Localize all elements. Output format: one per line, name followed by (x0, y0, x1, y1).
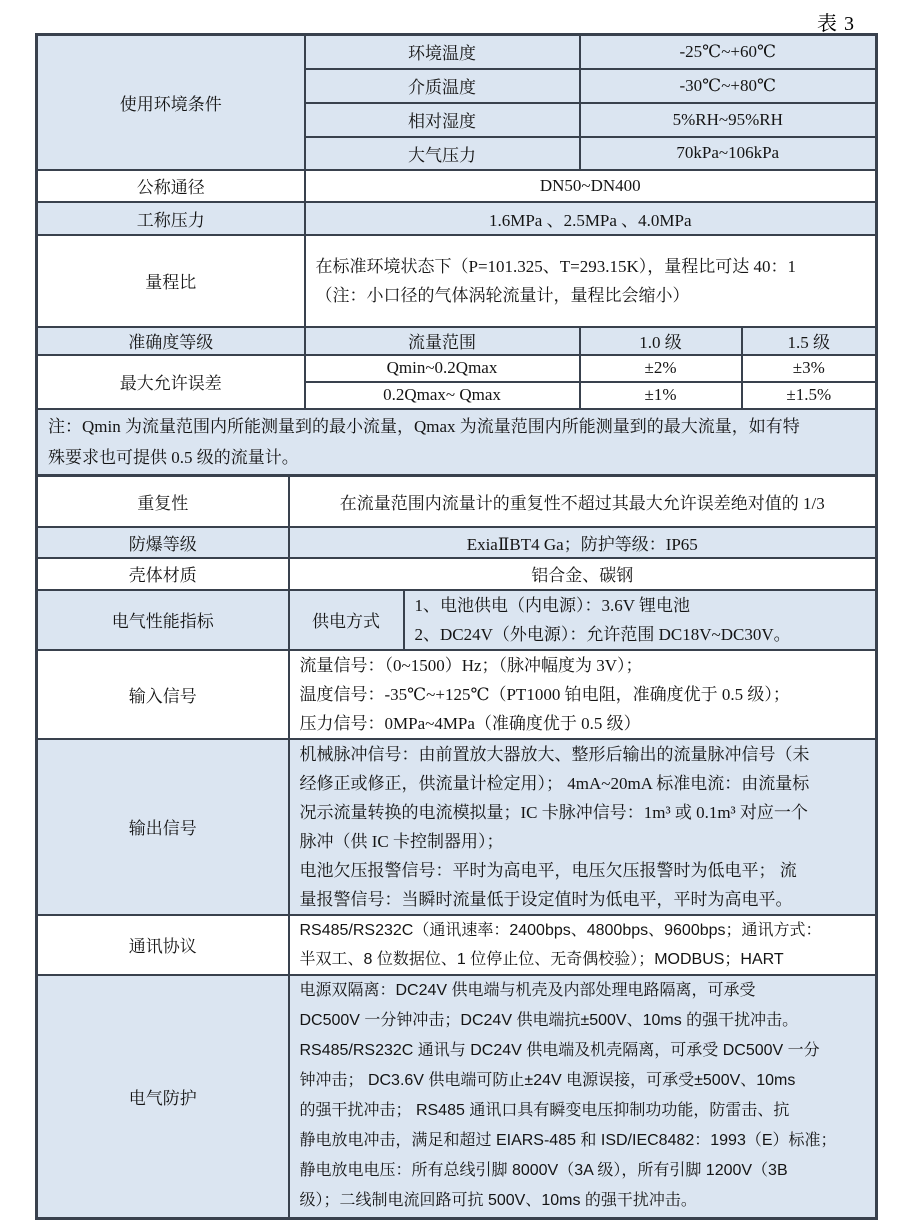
pressure-name: 大气压力 (305, 137, 580, 170)
table-row (37, 476, 877, 527)
table-row (37, 202, 877, 235)
ambient-temp-value: -25℃~+60℃ (580, 35, 877, 69)
turndown-ratio-value (305, 235, 877, 327)
table-row (37, 558, 877, 590)
electrical-protection-line: 的强干扰冲击； RS485 通讯口具有瞬变电压抑制功功能，防雷击、抗 (299, 1102, 790, 1120)
turndown-ratio-line: 在标准环境状态下（P=101.325、T=293.15K），量程比可达 40：1 (315, 256, 797, 276)
footnote-line: 注：Qmin 为流量范围内所能测量到的最小流量，Qmax 为流量范围内所能测量到的最大流量，如有特 (48, 416, 800, 436)
electrical-protection-line: 电源双隔离：DC24V 供电端与机壳及内部处理电路隔离，可承受 (299, 982, 756, 1000)
output-signal-line: 况示流量转换的电流模拟量；IC 卡脉冲信号：1m³ 或 0.1m³ 对应一个 (299, 802, 808, 822)
table-row (37, 409, 877, 476)
error-range-high: 0.2Qmax~ Qmax (305, 382, 580, 409)
output-signal-line: 脉冲（供 IC 卡控制器用）； (299, 831, 504, 851)
electrical-protection-line: DC500V 一分钟冲击；DC24V 供电端抗±500V、10ms 的强干扰冲击。 (299, 1012, 799, 1030)
table-row (37, 915, 877, 975)
error-high-grade10: ±1% (580, 382, 742, 409)
spec-table-upper (35, 33, 878, 477)
input-signal-value (289, 650, 877, 739)
power-supply-line: 2、DC24V（外电源）：允许范围 DC18V~DC30V。 (414, 624, 791, 644)
output-signal-line: 经修正或修正，供流量计检定用）； 4mA~20mA 标准电流：由流量标 (299, 773, 810, 793)
power-supply-line: 1、电池供电（内电源）：3.6V 锂电池 (414, 595, 690, 615)
explosion-proof-label: 防爆等级 (37, 527, 289, 558)
electrical-protection-line: 级）；二线制电流回路可抗 500V、10ms 的强干扰冲击。 (299, 1192, 697, 1210)
output-signal-line: 电池欠压报警信号：平时为高电平，电压欠压报警时为低电平； 流 (299, 860, 797, 880)
grade-1-0-header: 1.0 级 (580, 327, 742, 355)
input-signal-line: 温度信号：-35℃~+125℃（PT1000 铂电阻，准确度优于 0.5 级）； (299, 684, 790, 704)
table-row (37, 327, 877, 355)
comm-protocol-line: RS485/RS232C（通讯速率：2400bps、4800bps、9600bps；通讯方式： (299, 921, 822, 939)
input-signal-line: 压力信号：0MPa~4MPa（准确度优于 0.5 级） (299, 713, 641, 733)
electrical-performance-label: 电气性能指标 (37, 590, 289, 650)
table-row (37, 235, 877, 327)
footnote-cell (37, 409, 877, 476)
grade-1-5-header: 1.5 级 (742, 327, 877, 355)
output-signal-line: 机械脉冲信号：由前置放大器放大、整形后输出的流量脉冲信号（未 (299, 744, 810, 764)
nominal-pressure-label: 工称压力 (37, 202, 305, 235)
turndown-ratio-label: 量程比 (37, 235, 305, 327)
electrical-protection-line: 静电放电冲击，满足和超过 EIARS-485 和 ISD/IEC8482：1993（E）标准； (299, 1132, 837, 1150)
housing-material-label: 壳体材质 (37, 558, 289, 590)
comm-protocol-line: 半双工、8 位数据位、1 位停止位、无奇偶校验）；MODBUS；HART (299, 950, 784, 968)
electrical-protection-line: RS485/RS232C 通讯与 DC24V 供电端及机壳隔离，可承受 DC500V 一分 (299, 1042, 820, 1060)
error-range-low: Qmin~0.2Qmax (305, 355, 580, 382)
table-row (37, 650, 877, 739)
nominal-diameter-label: 公称通径 (37, 170, 305, 202)
pressure-value: 70kPa~106kPa (580, 137, 877, 170)
comm-protocol-value (289, 915, 877, 975)
power-supply-value (404, 590, 877, 650)
flow-range-header: 流量范围 (305, 327, 580, 355)
input-signal-line: 流量信号：（0~1500）Hz；（脉冲幅度为 3V）； (299, 655, 643, 675)
repeatability-label: 重复性 (37, 476, 289, 527)
error-high-grade15: ±1.5% (742, 382, 877, 409)
nominal-pressure-value: 1.6MPa 、2.5MPa 、4.0MPa (305, 202, 877, 235)
table-row (37, 590, 877, 650)
max-error-label: 最大允许误差 (37, 355, 305, 409)
footnote-line: 殊要求也可提供 0.5 级的流量计。 (48, 447, 299, 467)
accuracy-class-label: 准确度等级 (37, 327, 305, 355)
table-row (37, 739, 877, 915)
humidity-value: 5%RH~95%RH (580, 103, 877, 137)
spec-table-lower (35, 474, 878, 1220)
table-row (37, 170, 877, 202)
env-conditions-label: 使用环境条件 (37, 35, 305, 170)
electrical-protection-line: 钟冲击； DC3.6V 供电端可防止±24V 电源误接，可承受±500V、10ms (299, 1072, 796, 1090)
electrical-protection-value (289, 975, 877, 1219)
nominal-diameter-value: DN50~DN400 (305, 170, 877, 202)
explosion-proof-value: ExiaⅡBT4 Ga；防护等级：IP65 (289, 527, 877, 558)
input-signal-label: 输入信号 (37, 650, 289, 739)
output-signal-line: 量报警信号：当瞬时流量低于设定值时为低电平，平时为高电平。 (299, 889, 793, 909)
table-row (37, 355, 877, 382)
humidity-name: 相对湿度 (305, 103, 580, 137)
electrical-protection-label: 电气防护 (37, 975, 289, 1219)
output-signal-value (289, 739, 877, 915)
turndown-ratio-line: （注：小口径的气体涡轮流量计，量程比会缩小） (315, 285, 690, 305)
electrical-protection-line: 静电放电电压：所有总线引脚 8000V（3A 级），所有引脚 1200V（3B (299, 1162, 788, 1180)
medium-temp-name: 介质温度 (305, 69, 580, 103)
page-title: 表 3 (817, 13, 855, 35)
output-signal-label: 输出信号 (37, 739, 289, 915)
table-row (37, 35, 877, 69)
housing-material-value: 铝合金、碳钢 (289, 558, 877, 590)
error-low-grade10: ±2% (580, 355, 742, 382)
comm-protocol-label: 通讯协议 (37, 915, 289, 975)
power-supply-label: 供电方式 (289, 590, 404, 650)
table-row (37, 527, 877, 558)
table-row (37, 975, 877, 1219)
medium-temp-value: -30℃~+80℃ (580, 69, 877, 103)
repeatability-value: 在流量范围内流量计的重复性不超过其最大允许误差绝对值的 1/3 (289, 476, 877, 527)
error-low-grade15: ±3% (742, 355, 877, 382)
ambient-temp-name: 环境温度 (305, 35, 580, 69)
